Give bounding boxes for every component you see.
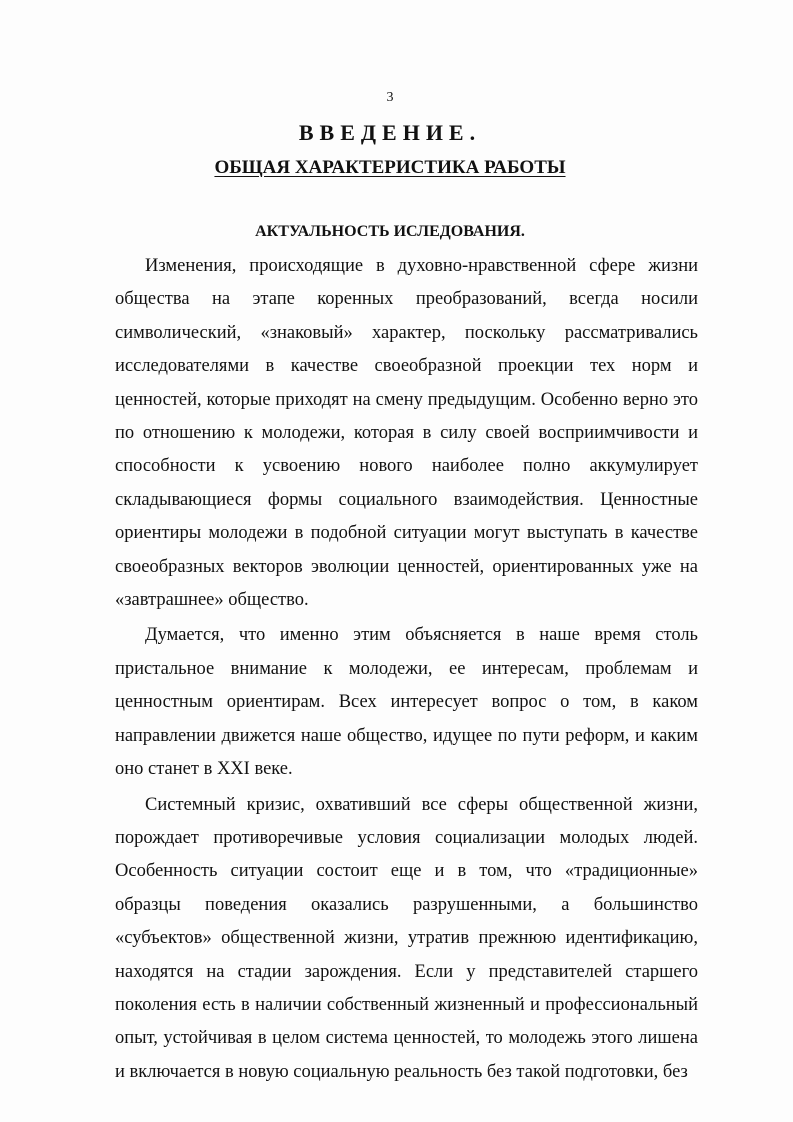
section-title: АКТУАЛЬНОСТЬ ИСЛЕДОВАНИЯ. xyxy=(255,223,525,240)
paragraph-1: Изменения, происходящие в духовно-нравственной сфере жизни общества на этапе коренных преобразований, всегда носили символический, «знаковый» характер, поскольку рассматривались исследователями в качестве своеобразной проекции тех норм и ценностей, которые приходят на смену предыдущим. Особенно верно это по отношению к молодежи, которая в силу своей восприимчивости и способности к усвоению нового наиболее полно аккумулирует складывающиеся формы социального взаимодействия. Ценностные ориентиры молодежи в подобной ситуации могут выступать в качестве своеобразных векторов эволюции ценностей, ориентированных уже на «завтрашнее» общество. xyxy=(115,256,698,611)
page-title: ВВЕДЕНИЕ. xyxy=(298,120,482,145)
page-subtitle: ОБЩАЯ ХАРАКТЕРИСТИКА РАБОТЫ xyxy=(214,157,566,178)
body-text xyxy=(115,250,698,1089)
paragraph-2: Думается, что именно этим объясняется в наше время столь пристальное внимание к молодежи, ее интересам, проблемам и ценностным ориентирам. Всех интересует вопрос о том, в каком направлении движется наше общество, идущее по пути реформ, и каким оно станет в XXI веке. xyxy=(115,625,698,780)
paragraph-3: Системный кризис, охвативший все сферы общественной жизни, порождает противоречивые условия социализации молодых людей. Особенность ситуации состоит еще и в том, что «традиционные» образцы поведения оказались разрушенными, а большинство «субъектов» общественной жизни, утратив прежнюю идентификацию, находятся на стадии зарождения. Если у представителей старшего поколения есть в наличии собственный жизненный и профессиональный опыт, устойчивая в целом система ценностей, то молодежь этого лишена и включается в новую социальную реальность без такой подготовки, без xyxy=(115,794,698,1082)
page-number: 3 xyxy=(386,90,394,105)
